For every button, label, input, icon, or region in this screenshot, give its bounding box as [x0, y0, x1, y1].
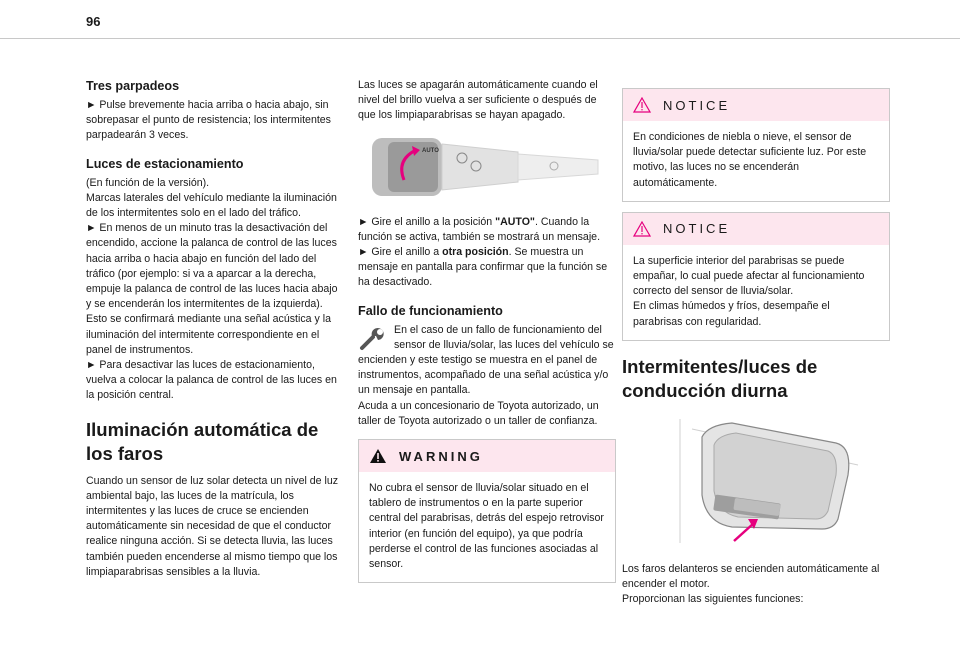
step-auto: ► Gire el anillo a la posición "AUTO". Cuando la función se activa, también se mostrará un mensaje.	[358, 215, 601, 243]
tres-text: ► Pulse brevemente hacia arriba o hacia abajo, sin sobrepasar el punto de resistencia; los intermitentes parpadearán 3 veces.	[86, 99, 331, 142]
warning-text: No cubra el sensor de lluvia/solar situado en el tablero de instrumentos o en la parte superior central del parabrisas, detrás del espejo retrovisor interior (en función del equipo), ya que podría perderse el control de las funciones asociadas al sensor.	[369, 482, 604, 571]
notice-box-2	[622, 212, 890, 341]
warning-box	[358, 439, 616, 583]
heading-fallo: Fallo de funcionamiento	[358, 303, 503, 318]
estac-line-5: ► Para desactivar las luces de estacionamiento, vuelva a colocar la palanca de control de las luces en la posición central.	[86, 359, 337, 402]
column-3	[622, 88, 890, 607]
step-other: ► Gire el anillo a otra posición. Se muestra un mensaje en pantalla para confirmar que la función se ha desactivado.	[358, 246, 608, 289]
warning-triangle-icon	[633, 97, 651, 113]
auto-text: Cuando un sensor de luz solar detecta un nivel de luz ambiental bajo, las luces de la matrícula, los intermitentes y las luces de cruce se encienden automáticamente sin necesidad de que el conductor realice ninguna acción. Si se detecta lluvia, las luces también pueden encenderse al mismo tiempo que los limpiaparabrisas sensibles a la lluvia.	[86, 474, 339, 578]
wrench-icon	[358, 324, 388, 352]
column-1	[86, 78, 344, 580]
notice-header-1	[623, 89, 889, 121]
auto-mark-label: AUTO	[422, 147, 439, 154]
fallo-text-2: Acuda a un concesionario de Toyota autorizado, un taller de Toyota autorizado o un taller de confianza.	[358, 399, 599, 427]
notice-header-2	[623, 213, 889, 245]
warning-label: WARNING	[399, 448, 483, 464]
drl-text-2: Proporcionan las siguientes funciones:	[622, 593, 804, 606]
estac-line-3: ► En menos de un minuto tras la desactivación del encendido, accione la palanca de control de las luces hacia arriba o hacia abajo en función del lado del tráfico (por ejemplo: si va a aparcar a la derecha, empuje la palanca de control de las luces hacia abajo y se encenderán los intermitentes de la izquierda).	[86, 222, 338, 311]
notice-text-1: En condiciones de niebla o nieve, el sensor de lluvia/solar puede detectar suficiente luz. Por este motivo, las luces no se encenderán automáticamente.	[633, 131, 867, 189]
light-stalk-figure	[358, 134, 616, 200]
warning-header	[359, 440, 615, 472]
heading-iluminacion-automatica: Iluminación automática de los faros	[86, 418, 319, 464]
fallo-text: En el caso de un fallo de funcionamiento del sensor de lluvia/solar, las luces del vehículo se encienden y este testigo se muestra en el panel de instrumentos, acompañado de una señal acústica y/o un mensaje en pantalla.	[358, 323, 614, 397]
warning-triangle-icon	[369, 448, 387, 464]
heading-intermitentes-drl: Intermitentes/luces de conducción diurna	[622, 355, 818, 401]
notice-label-2: NOTICE	[663, 221, 731, 237]
notice-box-1	[622, 88, 890, 202]
notice-text-2a: La superficie interior del parabrisas se puede empañar, lo cual puede afectar al funcionamiento correcto del sensor de lluvia/solar.	[633, 254, 865, 298]
column-2	[358, 78, 616, 583]
top-rule	[0, 38, 960, 39]
headlight-figure	[622, 415, 890, 547]
auto-off-text: Las luces se apagarán automáticamente cuando el nivel del brillo vuelva a ser suficiente o después de que los limpiaparabrisas se hayan apagado.	[358, 79, 598, 122]
warning-triangle-icon	[633, 221, 651, 237]
estac-line-2: Marcas laterales del vehículo mediante la iluminación de los intermitentes solo en el lado del tráfico.	[86, 191, 337, 220]
page-number: 96	[86, 14, 101, 29]
notice-text-2b: En climas húmedos y fríos, desempañe el parabrisas con regularidad.	[633, 300, 830, 328]
estac-line-1: (En función de la versión).	[86, 176, 210, 189]
heading-tres-parpadeos: Tres parpadeos	[86, 79, 180, 93]
notice-label-1: NOTICE	[663, 97, 731, 113]
estac-line-4: Esto se confirmará mediante una señal acústica y la iluminación del intermitente correspondiente en el panel de instrumentos.	[86, 313, 331, 356]
drl-text-1: Los faros delanteros se encienden automáticamente al encender el motor.	[622, 562, 880, 591]
heading-luces-estacionamiento: Luces de estacionamiento	[86, 156, 244, 171]
fallo-block	[358, 323, 616, 429]
